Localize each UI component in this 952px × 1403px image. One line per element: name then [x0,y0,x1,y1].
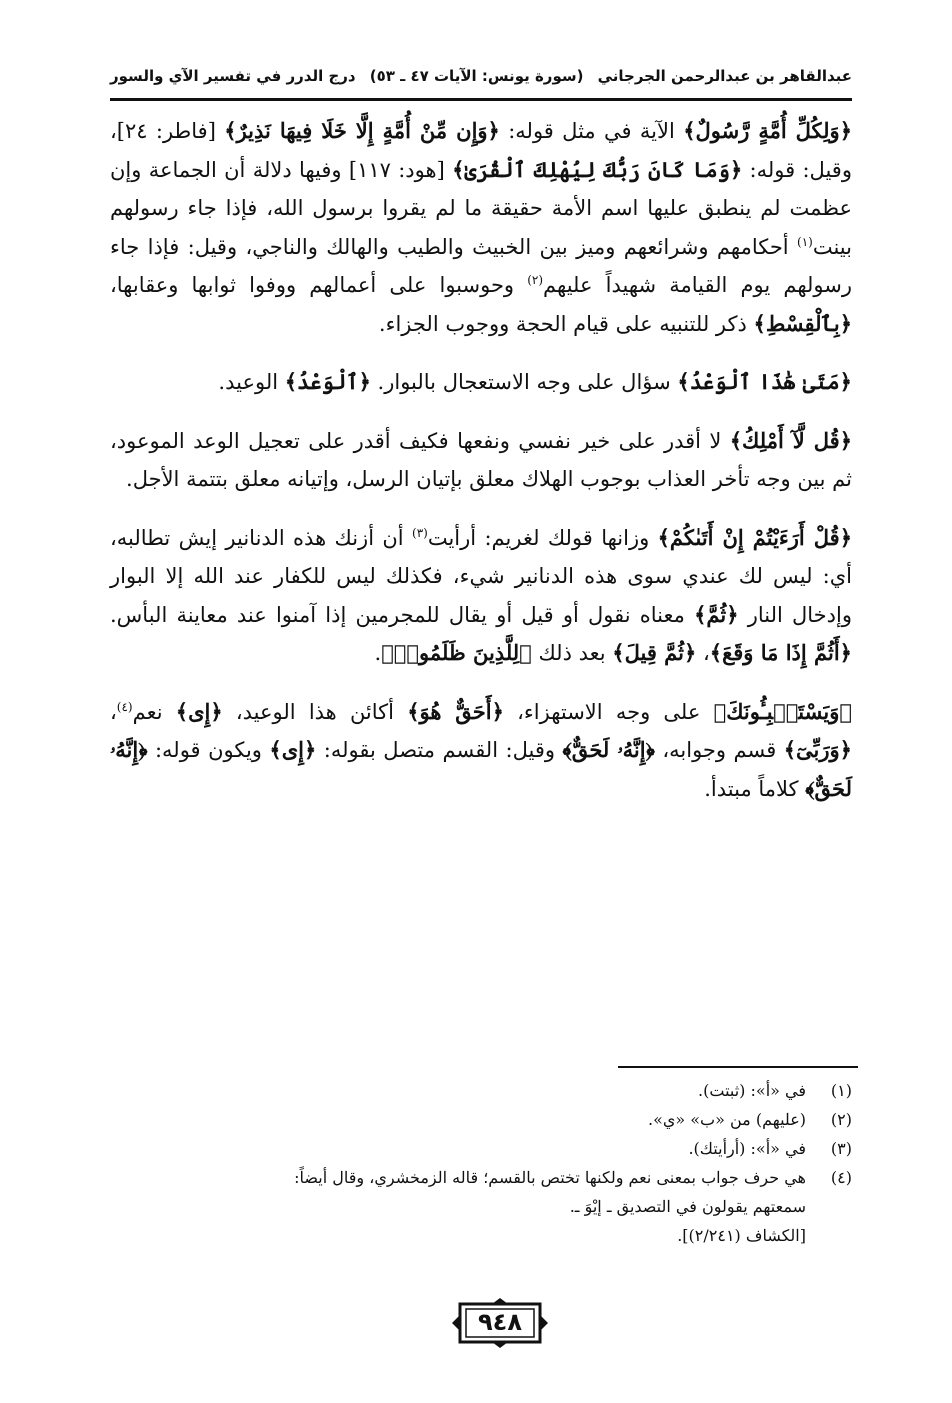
quran-verse: ﴿ثُمَّ﴾ [694,601,739,627]
text: ، [696,641,710,665]
quran-verse: ﴿وَإِن مِّنْ أُمَّةٍ إِلَّا خَلَا فِيهَا نَذِيرٌ﴾ [224,118,500,143]
header-rule [110,98,852,101]
quran-verse: ﴿قُلْ أَرَءَيْتُمْ إِنْ أَتَىٰكُمْ﴾ [657,524,853,550]
footnote-number: (٢) [830,1110,852,1129]
quran-verse: ﴿وَيَسْتَنۢبِـُٔونَكَ﴾ [713,698,852,724]
quran-verse: ﴿لِلَّذِينَ ظَلَمُوا۟﴾ [381,640,532,665]
paragraph-5 [110,693,852,809]
text: وزانها قولك لغريم: أرأيت [427,525,658,550]
header-book-title: درج الدرر في تفسير الآي والسور [110,67,356,85]
footnote-3 [110,1134,852,1163]
text: على وجه الاستهزاء، [503,699,714,724]
text: أكائن هذا الوعيد، [222,699,408,724]
text: كلاماً مبتدأ. [704,776,806,801]
quran-verse: ﴿وَلِكُلِّ أُمَّةٍ رَّسُولٌ﴾ [683,118,852,143]
footnote-ref: (٤) [116,699,133,714]
footnote-4 [110,1163,852,1192]
text: ، [110,699,117,724]
quran-verse: ﴿إِى﴾ [269,737,317,762]
footnote-1 [110,1076,852,1105]
quran-verse: ﴿أَثُمَّ إِذَا مَا وَقَعَ﴾ [709,640,852,665]
text: أن أزنك هذه الدنانير إيش تطالبه، أي: ليس لك عندي سوى هذه الدنانير شيء، فكذلك ليس للكفار عند الله إلا البوار وإدخال النار [110,525,852,627]
paragraph-1 [110,112,852,343]
text: [فاطر: ٢٤]، وقيل: قوله: [110,119,852,182]
text: لا أقدر على خير نفسي ونفعها فكيف أقدر على تعجيل الوعد الموعود، ثم بين وجه تأخر العذاب بوجوب الهلاك معلق بإتيان الرسل، وإتيانه معلق بتتمة الأجل. [110,428,852,491]
text: معناه نقول أو قيل أو يقال للمجرمين إذا آمنوا عند معاينة البأس. [110,602,695,627]
quran-verse: ﴿أَحَقٌّ هُوَ﴾ [407,698,504,724]
quran-verse: ﴿إِنَّهُۥ لَحَقٌّ﴾ [110,737,852,801]
running-header [110,58,852,94]
quran-verse: ﴿إِنَّهُۥ لَحَقٌّ﴾ [562,737,655,762]
footnote-number: (١) [830,1081,852,1100]
text: الآية في مثل قوله: [499,119,684,143]
text: وحوسبوا على أعمالهم ووفوا ثوابها وعقابها، [110,273,528,297]
footnote-2 [110,1105,852,1134]
page-number-badge [452,1298,548,1348]
text: أحكامهم وشرائعهم وميز بين الخبيث والطيب والهالك والناجي، وقيل: فإذا جاء رسولهم يوم القيامة شهيداً عليهم [110,234,852,297]
footnote-4-continuation: سمعتهم يقولون في التصديق ـ إيْوَ ـ. [569,1197,806,1216]
text: [هود: ١١٧] وفيها دلالة أن الجماعة وإن عظمت لم ينطبق عليها اسم الأمة حقيقة ما لم يقروا برسول الله، فإذا جاء رسولهم بينت [110,157,852,259]
text: قسم وجوابه، [654,738,784,762]
footnote-rule [618,1066,858,1068]
footnote-4-source: [الكشاف (٢/٢٤١)]. [677,1226,806,1245]
quran-verse: ﴿ثُمَّ قِيلَ﴾ [612,640,697,665]
text: ويكون قوله: [147,738,270,762]
header-author: عبدالقاهر بن عبدالرحمن الجرجاني [597,67,852,85]
footnote-text: في «أ»: (ثبتت). [698,1081,806,1100]
text: ذكر للتنبيه على قيام الحجة ووجوب الجزاء. [378,311,754,336]
paragraph-2 [110,363,852,402]
text: . [374,641,382,665]
text: بعد ذلك [531,641,613,665]
main-text [110,112,852,828]
quran-verse: ﴿ٱلْوَعْدُ﴾ [284,369,371,394]
quran-verse: ﴿قُل لَّآ أَمْلِكُ﴾ [729,427,853,453]
footnote-text: هي حرف جواب بمعنى نعم ولكنها تختص بالقسم؛ قاله الزمخشري، وقال أيضاً: [294,1168,806,1187]
footnote-number: (٤) [830,1168,852,1187]
paragraph-3 [110,422,852,499]
quran-verse: ﴿إِى﴾ [175,698,223,724]
paragraph-4 [110,519,852,673]
text: نعم [132,699,176,724]
footnote-ref: (٢) [527,273,544,287]
footnote-ref: (٣) [412,525,428,540]
quran-verse: ﴿وَرَبِّىٓ﴾ [783,737,852,762]
footnote-text: في «أ»: (أرأيتك). [688,1139,806,1158]
quran-verse: ﴿مَتَىٰ هَٰذَا ٱلْوَعْدُ﴾ [677,369,852,394]
page-number: ٩٤٨ [478,1308,522,1336]
footnote-text: (عليهم) من «ب» «ي». [647,1110,806,1129]
text: الوعيد. [218,370,285,394]
footnote-ref: (١) [797,234,813,249]
footnotes [110,1076,852,1250]
header-surah: (سورة يونس: الآيات ٤٧ ـ ٥٣) [369,67,584,85]
text: وقيل: القسم متصل بقوله: [316,738,563,762]
text: سؤال على وجه الاستعجال بالبوار. [370,370,678,394]
quran-verse: ﴿وَمَا كَانَ رَبُّكَ لِيُهْلِكَ ٱلْقُرَىٰ﴾ [452,156,743,182]
footnote-number: (٣) [830,1139,852,1158]
quran-verse: ﴿بِٱلْقِسْطِ﴾ [753,310,852,336]
